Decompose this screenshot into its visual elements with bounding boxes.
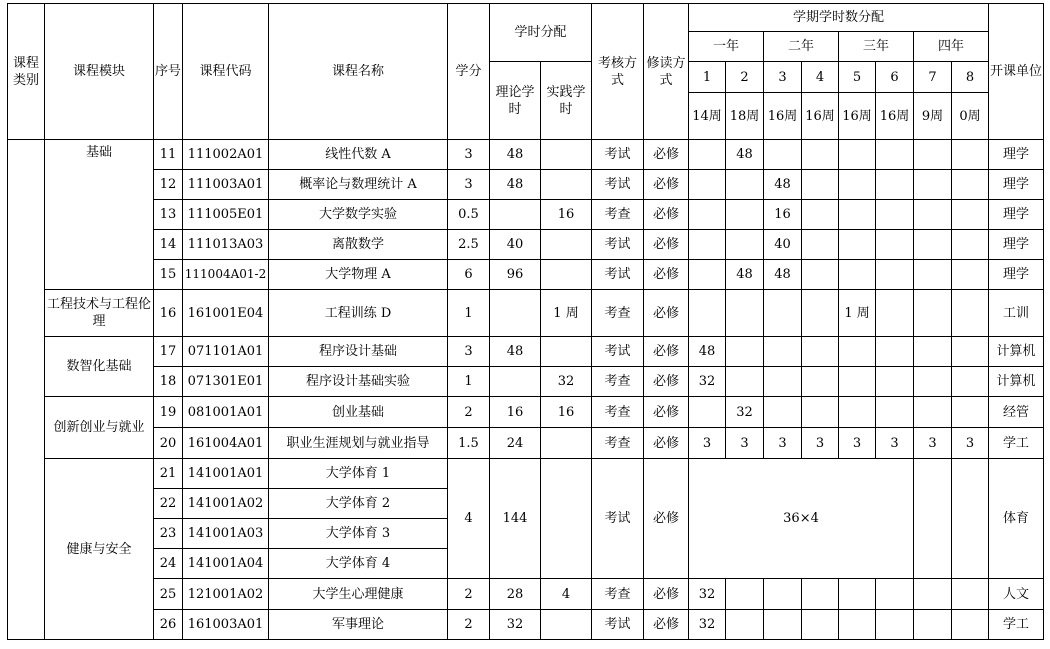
cell-name: 大学体育 4 — [269, 549, 448, 579]
header-study-mode: 修读方式 — [644, 4, 689, 140]
cell-name: 大学数学实验 — [269, 200, 448, 230]
header-year-2: 二年 — [764, 32, 839, 62]
cell-mode: 必修 — [644, 428, 689, 459]
header-name: 课程名称 — [269, 4, 448, 140]
cell-name: 大学体育 3 — [269, 519, 448, 549]
cell-seq: 14 — [154, 230, 183, 260]
cell-term — [914, 170, 952, 200]
cell-exam: 考查 — [592, 367, 644, 397]
cell-exam: 考查 — [592, 579, 644, 610]
cell-seq: 15 — [154, 260, 183, 290]
cell-mode: 必修 — [644, 200, 689, 230]
cell-unit: 工训 — [989, 290, 1044, 337]
cell-seq: 25 — [154, 579, 183, 610]
cell-term — [952, 579, 989, 610]
cell-term — [689, 230, 726, 260]
header-seq: 序号 — [154, 4, 183, 140]
cell-credit: 0.5 — [448, 200, 490, 230]
header-term-3: 3 — [764, 62, 802, 93]
cell-term — [802, 170, 839, 200]
cell-practice — [541, 337, 592, 367]
header-module: 课程模块 — [45, 4, 154, 140]
cell-term — [914, 337, 952, 367]
cell-term — [952, 170, 989, 200]
cell-credit: 3 — [448, 170, 490, 200]
cell-exam: 考查 — [592, 200, 644, 230]
header-weeks-7: 9周 — [914, 93, 952, 140]
cell-code: 161004A01 — [183, 428, 269, 459]
cell-name: 大学体育 2 — [269, 489, 448, 519]
cell-term — [839, 140, 876, 170]
cell-name: 大学体育 1 — [269, 459, 448, 489]
header-weeks-8: 0周 — [952, 93, 989, 140]
header-weeks-2: 18周 — [726, 93, 764, 140]
cell-theory: 96 — [490, 260, 541, 290]
cell-practice: 1 周 — [541, 290, 592, 337]
cell-theory: 40 — [490, 230, 541, 260]
cell-mode: 必修 — [644, 337, 689, 367]
cell-term — [914, 610, 952, 640]
cell-seq: 24 — [154, 549, 183, 579]
cell-term — [914, 367, 952, 397]
cell-term — [876, 260, 914, 290]
cell-name: 工程训练 D — [269, 290, 448, 337]
cell-mode: 必修 — [644, 260, 689, 290]
cell-theory: 32 — [490, 610, 541, 640]
cell-unit: 理学 — [989, 260, 1044, 290]
cell-unit: 体育 — [989, 459, 1044, 579]
cell-term — [952, 260, 989, 290]
cell-code: 111005E01 — [183, 200, 269, 230]
cell-term — [914, 230, 952, 260]
cell-credit: 2 — [448, 579, 490, 610]
cell-term — [802, 579, 839, 610]
module-cell: 创新创业与就业 — [45, 397, 154, 459]
header-term-1: 1 — [689, 62, 726, 93]
cell-term — [952, 290, 989, 337]
cell-term — [914, 200, 952, 230]
cell-seq: 16 — [154, 290, 183, 337]
cell-unit: 理学 — [989, 170, 1044, 200]
cell-exam: 考查 — [592, 397, 644, 428]
cell-name: 线性代数 A — [269, 140, 448, 170]
cell-seq: 20 — [154, 428, 183, 459]
cell-term — [876, 170, 914, 200]
cell-unit: 理学 — [989, 200, 1044, 230]
cell-term — [876, 200, 914, 230]
cell-seq: 18 — [154, 367, 183, 397]
cell-term: 32 — [726, 397, 764, 428]
cell-term — [876, 610, 914, 640]
cell-mode: 必修 — [644, 579, 689, 610]
cell-term — [952, 337, 989, 367]
cell-unit: 理学 — [989, 230, 1044, 260]
cell-term — [802, 397, 839, 428]
cell-credit: 3 — [448, 337, 490, 367]
header-term-2: 2 — [726, 62, 764, 93]
cell-term — [914, 397, 952, 428]
cell-term: 48 — [689, 337, 726, 367]
cell-exam: 考试 — [592, 260, 644, 290]
module-cell: 数智化基础 — [45, 337, 154, 397]
cell-code: 111002A01 — [183, 140, 269, 170]
cell-mode: 必修 — [644, 397, 689, 428]
cell-code: 141001A02 — [183, 489, 269, 519]
cell-unit: 经管 — [989, 397, 1044, 428]
cell-term — [839, 260, 876, 290]
header-term-6: 6 — [876, 62, 914, 93]
cell-credit: 1 — [448, 290, 490, 337]
header-term-7: 7 — [914, 62, 952, 93]
cell-term — [764, 367, 802, 397]
cell-theory: 16 — [490, 397, 541, 428]
cell-term — [802, 337, 839, 367]
curriculum-table — [7, 3, 1044, 640]
cell-term — [802, 140, 839, 170]
header-weeks-1: 14周 — [689, 93, 726, 140]
cell-theory: 28 — [490, 579, 541, 610]
cell-seq: 13 — [154, 200, 183, 230]
cell-credit: 2 — [448, 610, 490, 640]
cell-term — [726, 290, 764, 337]
cell-term — [726, 230, 764, 260]
cell-name: 离散数学 — [269, 230, 448, 260]
cell-mode: 必修 — [644, 610, 689, 640]
cell-term — [726, 610, 764, 640]
cell-practice: 32 — [541, 367, 592, 397]
cell-credit: 1 — [448, 367, 490, 397]
cell-seq: 23 — [154, 519, 183, 549]
cell-exam: 考查 — [592, 290, 644, 337]
cell-term — [876, 397, 914, 428]
cell-term: 32 — [689, 579, 726, 610]
cell-term — [876, 230, 914, 260]
cell-theory — [490, 290, 541, 337]
header-term-5: 5 — [839, 62, 876, 93]
cell-unit: 计算机 — [989, 367, 1044, 397]
cell-mode: 必修 — [644, 170, 689, 200]
cell-code: 071101A01 — [183, 337, 269, 367]
category-cell — [8, 140, 45, 640]
cell-term — [839, 200, 876, 230]
cell-seq: 12 — [154, 170, 183, 200]
cell-term — [876, 579, 914, 610]
header-credit: 学分 — [448, 4, 490, 140]
cell-term — [952, 459, 989, 579]
header-weeks-5: 16周 — [839, 93, 876, 140]
cell-term — [839, 367, 876, 397]
cell-term — [839, 579, 876, 610]
cell-name: 职业生涯规划与就业指导 — [269, 428, 448, 459]
cell-term: 48 — [764, 170, 802, 200]
cell-term — [802, 200, 839, 230]
cell-unit: 计算机 — [989, 337, 1044, 367]
cell-code: 141001A04 — [183, 549, 269, 579]
cell-mode: 必修 — [644, 459, 689, 579]
cell-name: 程序设计基础 — [269, 337, 448, 367]
cell-term — [839, 397, 876, 428]
cell-theory: 144 — [490, 459, 541, 579]
cell-term — [764, 397, 802, 428]
cell-term — [839, 230, 876, 260]
cell-term — [802, 610, 839, 640]
cell-code: 071301E01 — [183, 367, 269, 397]
cell-term: 3 — [839, 428, 876, 459]
module-cell: 基础 — [45, 140, 154, 290]
cell-name: 程序设计基础实验 — [269, 367, 448, 397]
cell-practice — [541, 428, 592, 459]
cell-term — [914, 260, 952, 290]
cell-practice — [541, 170, 592, 200]
cell-term — [952, 200, 989, 230]
cell-name: 大学生心理健康 — [269, 579, 448, 610]
cell-theory: 48 — [490, 170, 541, 200]
cell-term: 3 — [764, 428, 802, 459]
cell-seq: 19 — [154, 397, 183, 428]
cell-term: 3 — [802, 428, 839, 459]
cell-credit: 2.5 — [448, 230, 490, 260]
cell-credit: 2 — [448, 397, 490, 428]
cell-term — [839, 610, 876, 640]
cell-credit: 3 — [448, 140, 490, 170]
header-exam-mode: 考核方式 — [592, 4, 644, 140]
header-weeks-4: 16周 — [802, 93, 839, 140]
cell-term — [726, 170, 764, 200]
cell-term — [689, 290, 726, 337]
cell-term: 3 — [689, 428, 726, 459]
cell-practice — [541, 459, 592, 579]
header-code: 课程代码 — [183, 4, 269, 140]
cell-term — [802, 290, 839, 337]
cell-term — [802, 367, 839, 397]
cell-practice — [541, 140, 592, 170]
cell-theory — [490, 200, 541, 230]
cell-code: 161003A01 — [183, 610, 269, 640]
cell-name: 大学物理 A — [269, 260, 448, 290]
cell-term — [764, 579, 802, 610]
header-category: 课程类别 — [8, 4, 45, 140]
cell-term — [689, 170, 726, 200]
header-year-1: 一年 — [689, 32, 764, 62]
cell-term — [764, 337, 802, 367]
cell-term — [952, 230, 989, 260]
cell-code: 111004A01-2 — [183, 260, 269, 290]
cell-term: 32 — [689, 610, 726, 640]
header-weeks-3: 16周 — [764, 93, 802, 140]
cell-term — [726, 367, 764, 397]
cell-exam: 考查 — [592, 428, 644, 459]
cell-term: 3 — [952, 428, 989, 459]
cell-code: 081001A01 — [183, 397, 269, 428]
cell-theory — [490, 367, 541, 397]
cell-name: 军事理论 — [269, 610, 448, 640]
cell-term — [689, 260, 726, 290]
cell-unit: 理学 — [989, 140, 1044, 170]
cell-theory: 48 — [490, 337, 541, 367]
header-weeks-6: 16周 — [876, 93, 914, 140]
cell-term: 3 — [726, 428, 764, 459]
header-practice: 实践学时 — [541, 62, 592, 140]
cell-seq: 11 — [154, 140, 183, 170]
header-theory: 理论学时 — [490, 62, 541, 140]
cell-exam: 考试 — [592, 140, 644, 170]
cell-credit: 6 — [448, 260, 490, 290]
cell-term: 48 — [764, 260, 802, 290]
cell-term — [726, 337, 764, 367]
cell-mode: 必修 — [644, 367, 689, 397]
cell-term: 3 — [914, 428, 952, 459]
cell-theory: 48 — [490, 140, 541, 170]
cell-exam: 考试 — [592, 230, 644, 260]
cell-term — [689, 397, 726, 428]
cell-credit: 1.5 — [448, 428, 490, 459]
cell-term — [726, 579, 764, 610]
cell-code: 161001E04 — [183, 290, 269, 337]
cell-practice: 16 — [541, 200, 592, 230]
cell-practice: 4 — [541, 579, 592, 610]
cell-term: 40 — [764, 230, 802, 260]
cell-term — [952, 397, 989, 428]
cell-seq: 26 — [154, 610, 183, 640]
cell-unit: 学工 — [989, 610, 1044, 640]
cell-term — [914, 459, 952, 579]
cell-seq: 22 — [154, 489, 183, 519]
cell-practice — [541, 610, 592, 640]
header-term-4: 4 — [802, 62, 839, 93]
cell-term — [876, 140, 914, 170]
header-term-8: 8 — [952, 62, 989, 93]
cell-seq: 21 — [154, 459, 183, 489]
cell-exam: 考试 — [592, 337, 644, 367]
cell-unit: 学工 — [989, 428, 1044, 459]
cell-term — [839, 170, 876, 200]
cell-mode: 必修 — [644, 290, 689, 337]
cell-term — [876, 337, 914, 367]
cell-seq: 17 — [154, 337, 183, 367]
cell-term — [764, 140, 802, 170]
cell-term: 48 — [726, 140, 764, 170]
cell-term: 16 — [764, 200, 802, 230]
header-term-alloc: 学期学时数分配 — [689, 4, 989, 32]
cell-exam: 考试 — [592, 610, 644, 640]
cell-unit: 人文 — [989, 579, 1044, 610]
cell-practice: 16 — [541, 397, 592, 428]
cell-mode: 必修 — [644, 230, 689, 260]
cell-term: 48 — [726, 260, 764, 290]
cell-term — [876, 290, 914, 337]
cell-term — [764, 290, 802, 337]
header-unit: 开课单位 — [989, 4, 1044, 140]
cell-code: 121001A02 — [183, 579, 269, 610]
cell-term — [952, 610, 989, 640]
header-year-4: 四年 — [914, 32, 989, 62]
cell-practice — [541, 260, 592, 290]
header-hours-alloc: 学时分配 — [490, 4, 592, 62]
cell-term — [689, 200, 726, 230]
module-cell: 工程技术与工程伦理 — [45, 290, 154, 337]
cell-code: 111003A01 — [183, 170, 269, 200]
cell-term — [764, 610, 802, 640]
cell-exam: 考试 — [592, 170, 644, 200]
cell-term — [914, 290, 952, 337]
cell-term — [952, 140, 989, 170]
cell-term — [914, 579, 952, 610]
cell-term — [876, 367, 914, 397]
cell-credit: 4 — [448, 459, 490, 579]
cell-name: 概率论与数理统计 A — [269, 170, 448, 200]
cell-term — [839, 337, 876, 367]
cell-term — [802, 260, 839, 290]
cell-code: 141001A01 — [183, 459, 269, 489]
cell-practice — [541, 230, 592, 260]
cell-code: 111013A03 — [183, 230, 269, 260]
cell-theory: 24 — [490, 428, 541, 459]
cell-term: 3 — [876, 428, 914, 459]
cell-term: 1 周 — [839, 290, 876, 337]
module-cell: 健康与安全 — [45, 459, 154, 640]
cell-term: 32 — [689, 367, 726, 397]
cell-term-note: 36×4 — [689, 459, 914, 579]
cell-code: 141001A03 — [183, 519, 269, 549]
cell-term — [689, 140, 726, 170]
header-year-3: 三年 — [839, 32, 914, 62]
cell-name: 创业基础 — [269, 397, 448, 428]
cell-term — [802, 230, 839, 260]
cell-term — [914, 140, 952, 170]
cell-mode: 必修 — [644, 140, 689, 170]
cell-term — [726, 200, 764, 230]
cell-term — [952, 367, 989, 397]
cell-exam: 考试 — [592, 459, 644, 579]
